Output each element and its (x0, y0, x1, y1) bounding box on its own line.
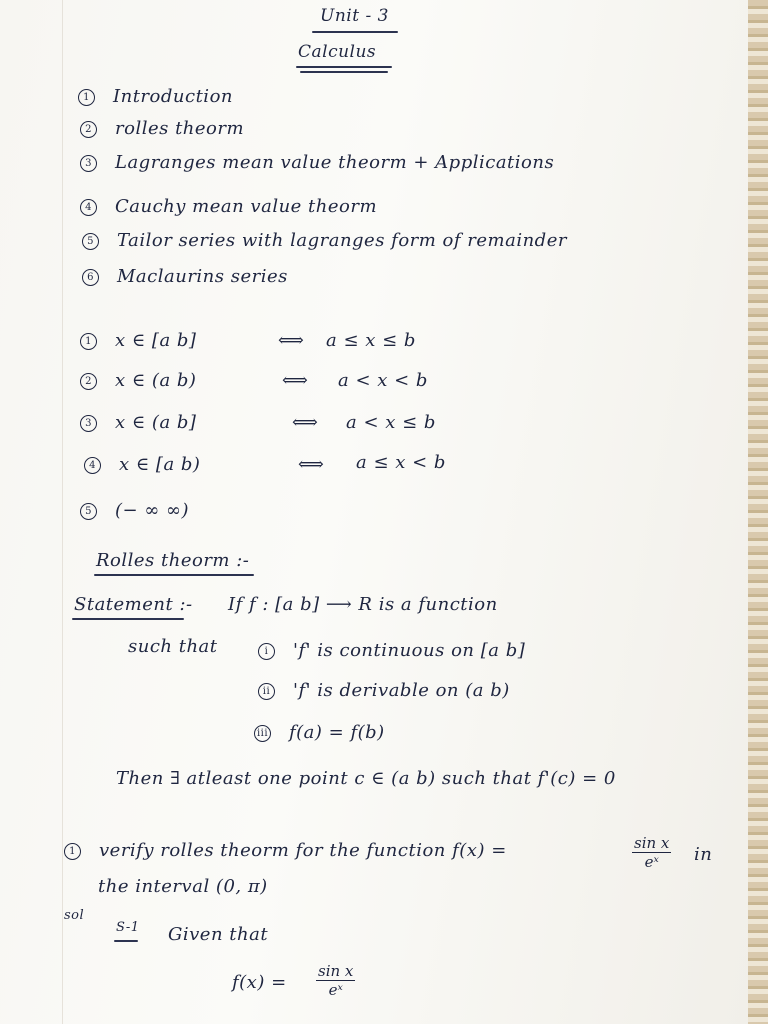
rolles-heading: Rolles theorm :- (96, 550, 250, 571)
subject-underline-2 (300, 71, 388, 73)
unit-underline (312, 31, 398, 33)
iff-symbol: ⟺ (292, 412, 319, 433)
inequality: a < x ≤ b (346, 412, 436, 433)
notebook-edge (748, 0, 768, 1024)
topic-item: 2 rolles theorm (80, 118, 244, 139)
condition-item: ii 'f' is derivable on (a b) (258, 680, 510, 701)
given-text: Given that (168, 924, 269, 945)
interval-row: 4 x ∈ [a b) (84, 454, 200, 475)
topic-item: 4 Cauchy mean value theorm (80, 196, 377, 217)
interval-row: 2 x ∈ (a b) (80, 370, 196, 391)
subject-underline-1 (296, 66, 392, 68)
statement-label: Statement :- (74, 594, 193, 615)
margin-line (62, 0, 63, 1024)
inequality: a ≤ x < b (356, 452, 446, 473)
inequality: a ≤ x ≤ b (326, 330, 416, 351)
iff-symbol: ⟺ (278, 330, 305, 351)
topic-item: 3 Lagranges mean value theorm + Applications (80, 152, 554, 173)
inequality: a < x < b (338, 370, 428, 391)
topic-item: 5 Tailor series with lagranges form of remainder (82, 230, 567, 251)
theorem-conclusion: Then ∃ atleast one point c ∈ (a b) such that f'(c) = 0 (116, 768, 616, 789)
condition-item: iii f(a) = f(b) (254, 722, 385, 743)
example-question: 1 verify rolles theorm for the function f(x) = (64, 840, 507, 861)
statement-text: If f : [a b] ⟶ R is a function (228, 594, 498, 615)
iff-symbol: ⟺ (282, 370, 309, 391)
step-label: S-1 (116, 920, 140, 935)
in-word: in (694, 844, 713, 865)
rolles-underline (94, 574, 254, 576)
topic-item: 6 Maclaurins series (82, 266, 288, 287)
subject-title: Calculus (298, 42, 377, 62)
statement-underline (72, 618, 184, 620)
iff-symbol: ⟺ (298, 454, 325, 475)
interval-row: 3 x ∈ (a b] (80, 412, 196, 433)
example-interval: the interval (0, π) (98, 876, 268, 897)
solution-label: sol (64, 908, 85, 923)
step-underline (114, 940, 138, 942)
such-that-text: such that (128, 636, 218, 657)
example-fraction: $\frac{\text{sin x}}{\text{eˣ}}$ (634, 834, 670, 871)
condition-item: i 'f' is continuous on [a b] (258, 640, 525, 661)
topic-item: 1 Introduction (78, 86, 233, 107)
interval-row: 1 x ∈ [a b] (80, 330, 196, 351)
interval-row: 5 (− ∞ ∞) (80, 500, 189, 521)
unit-title: Unit - 3 (320, 6, 389, 26)
fx-fraction: $\frac{\text{sin x}}{\text{eˣ}}$ (318, 962, 354, 999)
fx-label: f(x) = (232, 972, 287, 993)
